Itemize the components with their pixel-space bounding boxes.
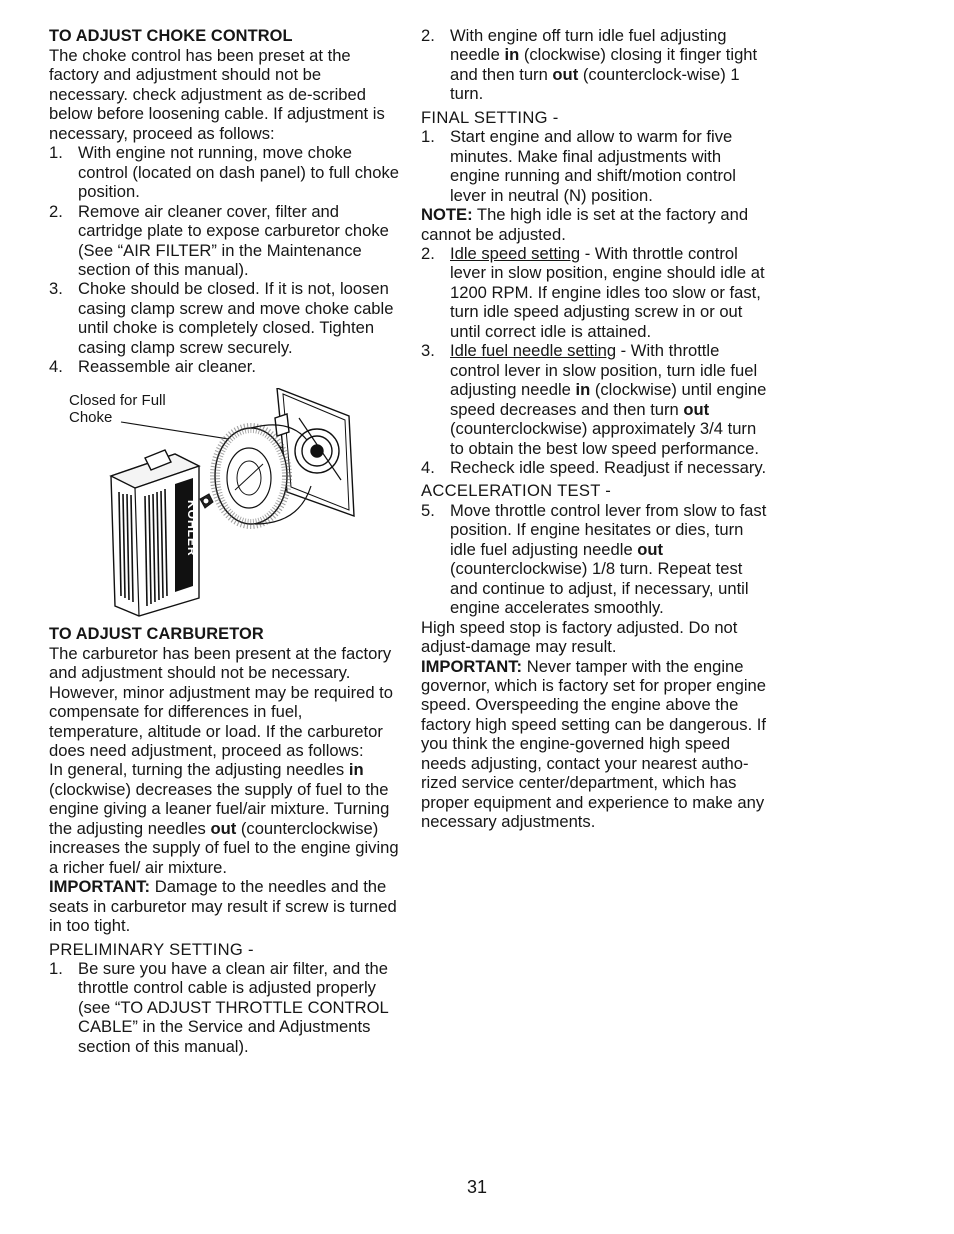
note	[421, 205, 773, 244]
step-number: 3.	[421, 341, 435, 361]
acceleration-steps	[421, 501, 773, 618]
left-column	[49, 26, 401, 1056]
text-segment: - With throttle control lever in slow position, turn idle fuel adjusting needle	[450, 341, 758, 400]
step-number: 2.	[421, 26, 435, 45]
note-text: The high idle is set at the factory and cannot be adjusted.	[421, 205, 749, 244]
callout-line-2: Choke	[69, 409, 113, 427]
callout-line-1: Closed for Full	[69, 391, 166, 409]
wing-nut	[200, 494, 213, 508]
important-text: Damage to the needles and the seats in carburetor may result if screw is turned in too tight.	[49, 877, 397, 936]
step-number: 2.	[49, 201, 63, 221]
final-step	[421, 244, 773, 341]
choke-step	[49, 357, 401, 376]
choke-intro: The choke control has been preset at the factory and adjustment should not be necessary. check adjustment as de-scribed below before loosening cable. If adjustment is necessary, proceed as follows:	[49, 46, 385, 143]
text-segment: In general, turning the adjusting needles	[49, 760, 349, 780]
text-segment: (counterclockwise) increases the supply of fuel to the engine giving a richer fuel/ air mixture.	[49, 818, 399, 877]
acceleration-test-label: ACCELERATION TEST -	[421, 481, 612, 501]
step-text: Choke should be closed. If it is not, loosen casing clamp screw and move choke cable until choke is completely closed. Tighten casing clamp screw securely.	[78, 279, 394, 357]
carburetor-heading: TO ADJUST CARBURETOR	[49, 624, 264, 643]
preliminary-step	[421, 26, 773, 104]
important-note-2	[421, 657, 773, 832]
preliminary-step	[49, 959, 401, 1056]
preliminary-steps-continued	[421, 26, 773, 104]
text-segment: (clockwise) until engine speed decreases and then turn	[450, 380, 767, 419]
preliminary-setting-label: PRELIMINARY SETTING -	[49, 939, 254, 959]
bold-term: out	[683, 399, 710, 419]
choke-step	[49, 279, 401, 357]
bold-term: in	[504, 45, 520, 65]
step-number: 1.	[49, 958, 63, 978]
carburetor-intro: The carburetor has been present at the factory and adjustment should not be necessary. However, minor adjustment may be required to compensate for differences in fuel, temperature, altitude or load. If the carburetor does need adjustment, proceed as follows:	[49, 643, 394, 760]
carburetor-plate	[275, 388, 354, 516]
choke-step	[49, 202, 401, 280]
step-number: 4.	[421, 457, 435, 477]
step-number: 2.	[421, 243, 435, 263]
final-step	[421, 127, 773, 205]
text-segment: With engine off turn idle fuel adjusting needle	[450, 26, 727, 65]
important-note-1	[49, 877, 401, 935]
text-segment: (counterclockwise) 1/8 turn. Repeat test and continue to adjust, if necessary, until engine accelerates smoothly.	[450, 559, 749, 618]
text-segment: (clockwise) closing it finger tight and then turn	[450, 45, 758, 84]
step-text: - With throttle control lever in slow position, engine should idle at 1200 RPM. If engine idles too slow or fast, turn idle speed adjusting screw in or out until correct idle is attained.	[450, 243, 765, 341]
step-number: 5.	[421, 500, 435, 520]
step-text: Recheck idle speed. Readjust if necessary.	[450, 457, 767, 477]
page-number: 31	[466, 1177, 488, 1197]
step-number: 4.	[49, 357, 63, 377]
choke-figure	[49, 388, 401, 624]
bold-term: out	[552, 64, 579, 84]
final-step	[421, 341, 773, 458]
bold-term: out	[210, 818, 237, 838]
final-steps	[421, 127, 773, 205]
final-steps-continued	[421, 244, 773, 477]
important-label: IMPORTANT:	[49, 877, 151, 897]
final-step	[421, 458, 773, 477]
choke-heading: TO ADJUST CHOKE CONTROL	[49, 27, 293, 45]
step-number: 3.	[49, 279, 63, 299]
text-segment: (clockwise) decreases the supply of fuel to the engine giving a leaner fuel/air mixture. Turning the adjusting needles	[49, 779, 390, 838]
final-setting-label: FINAL SETTING -	[421, 107, 559, 127]
preliminary-steps	[49, 959, 401, 1056]
right-column	[421, 26, 773, 832]
text-segment: (counterclock-wise) 1 turn.	[450, 64, 740, 104]
text-segment: Move throttle control lever from slow to fast position. If engine hesitates or dies, turn idle fuel adjusting needle	[450, 500, 767, 559]
step-text: Remove air cleaner cover, filter and cartridge plate to expose carburetor choke (See “AIR FILTER” in the Maintenance section of this manual).	[78, 201, 389, 279]
carburetor-illustration	[49, 388, 401, 624]
brand-logo-text: KOHLER	[185, 499, 199, 557]
bold-term: in	[348, 760, 364, 780]
step-title: Idle speed setting	[450, 243, 581, 263]
carburetor-general	[49, 760, 401, 877]
note-label: NOTE:	[421, 205, 473, 225]
step-text: With engine not running, move choke control (located on dash panel) to full choke position.	[78, 143, 400, 202]
choke-steps	[49, 143, 401, 376]
acceleration-step	[421, 501, 773, 618]
step-text: Start engine and allow to warm for five minutes. Make final adjustments with engine running and shift/motion control lever in neutral (N) position.	[450, 127, 736, 205]
step-text: Reassemble air cleaner.	[78, 357, 257, 377]
choke-step	[49, 143, 401, 201]
important-text: Never tamper with the engine governor, which is factory set for proper engine speed. Overspeeding the engine above the factory high speed setting can be dangerous. If you think the engine-governed high speed needs adjusting, contact your nearest autho-rized service center/department, which has proper equipment and experience to make any necessary adjustments.	[421, 656, 767, 832]
bold-term: in	[575, 380, 591, 400]
step-title: Idle fuel needle setting	[450, 341, 617, 361]
text-segment: (counterclockwise) approximately 3/4 turn to obtain the best low speed performance.	[450, 419, 760, 458]
step-number: 1.	[421, 127, 435, 147]
step-text: Be sure you have a clean air filter, and the throttle control cable is adjusted properly (see “TO ADJUST THROTTLE CONTROL CABLE” in the Service and Adjustments section of this manual).	[78, 958, 389, 1056]
bold-term: out	[637, 539, 664, 559]
important-label: IMPORTANT:	[421, 656, 523, 676]
high-speed-note: High speed stop is factory adjusted. Do not adjust-damage may result.	[421, 617, 738, 657]
step-number: 1.	[49, 143, 63, 163]
